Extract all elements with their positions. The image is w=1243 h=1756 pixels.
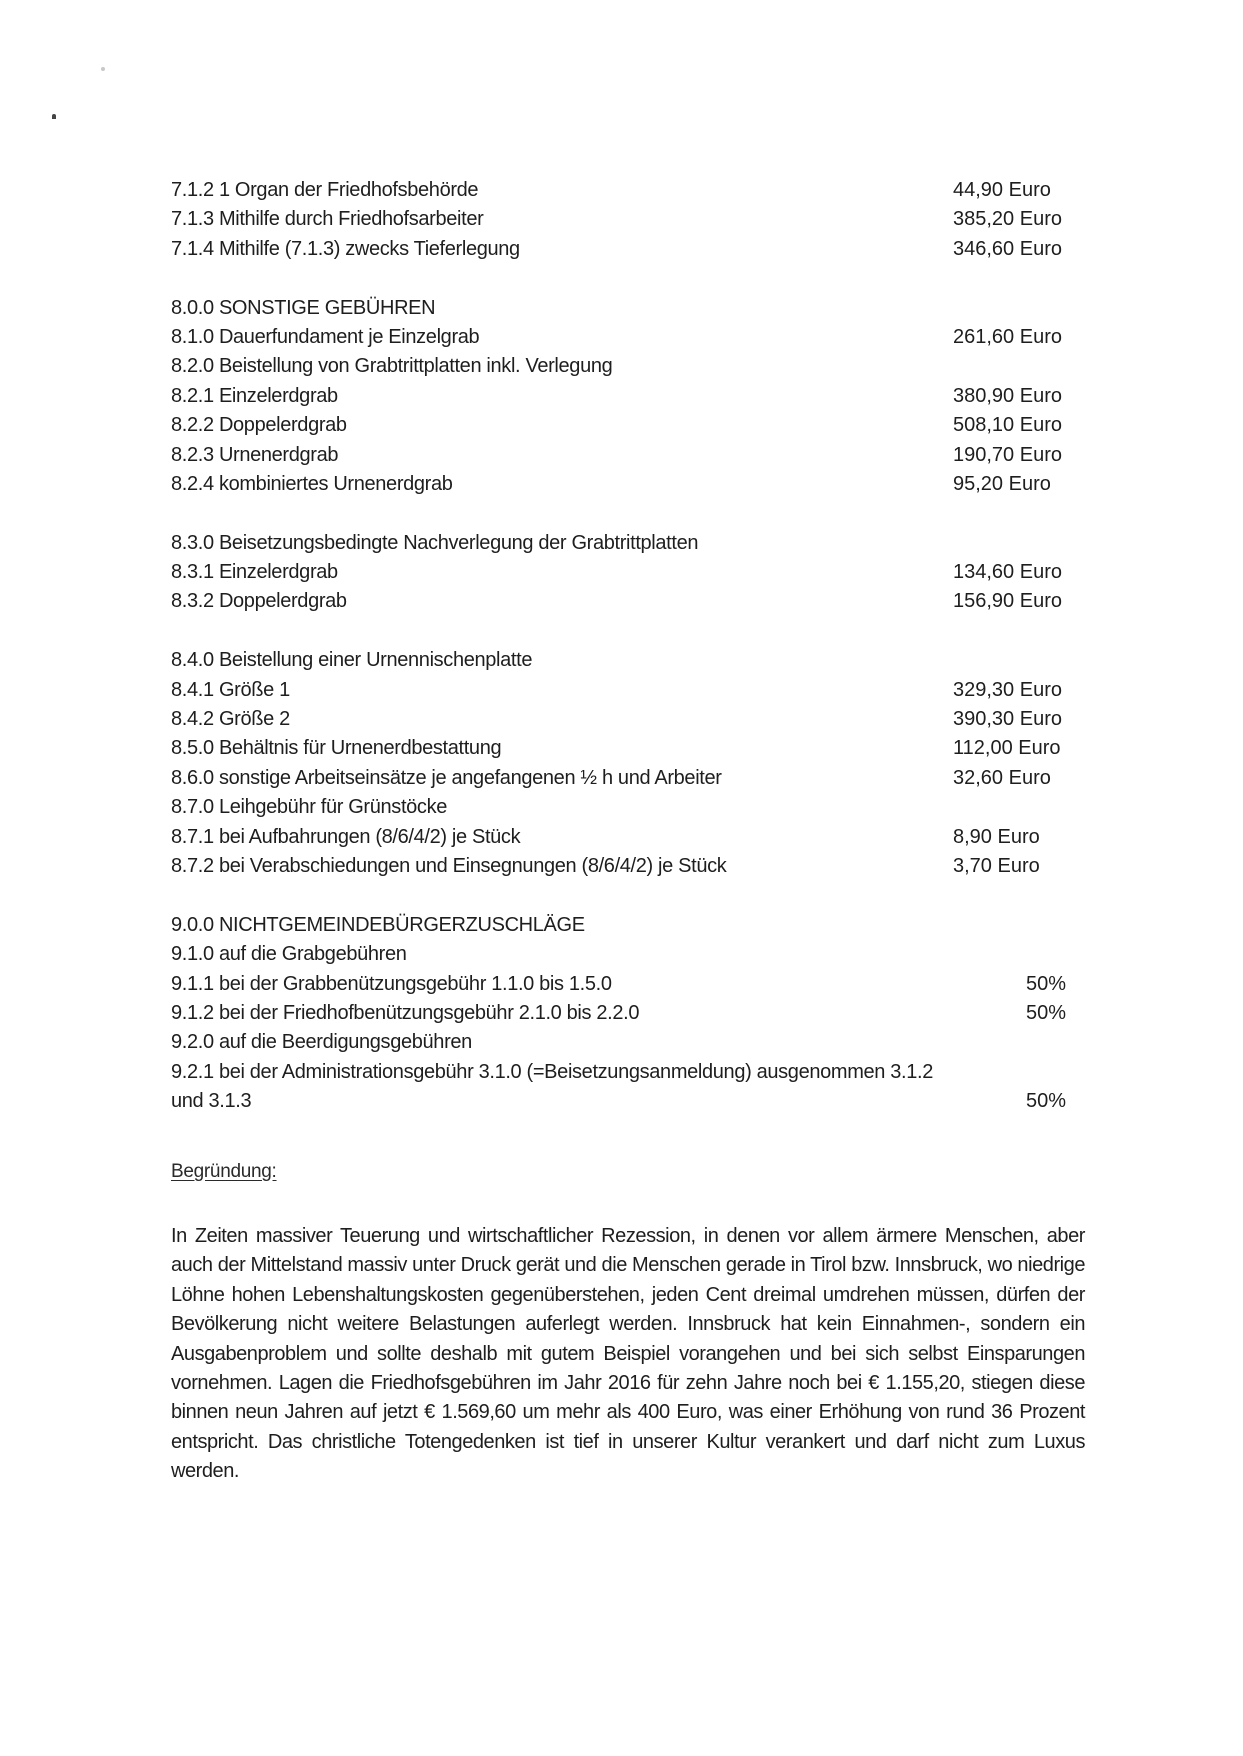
fee-row [171, 823, 1091, 852]
fee-row [171, 646, 1091, 675]
surcharge-percent: 50% [1026, 1090, 1067, 1113]
surcharge-row [171, 1087, 1091, 1116]
fee-label: 8.7.0 Leihgebühr für Grünstöcke [171, 796, 447, 819]
fee-label: 8.7.2 bei Verabschiedungen und Einsegnungen (8/6/4/2) je Stück [171, 854, 727, 877]
section-heading [171, 911, 1091, 940]
fee-amount: 8,90 Euro [953, 825, 1040, 848]
surcharge-label: 9.1.2 bei der Friedhofbenützungsgebühr 2.1.0 bis 2.2.0 [171, 1001, 640, 1024]
fee-row [171, 705, 1091, 734]
fee-label: 8.7.1 bei Aufbahrungen (8/6/4/2) je Stück [171, 825, 521, 848]
fee-row [171, 793, 1091, 822]
surcharge-label: 9.2.1 bei der Administrationsgebühr 3.1.0 (=Beisetzungsanmeldung) ausgenommen 3.1.2 [171, 1060, 934, 1083]
fee-row [171, 441, 1091, 470]
fee-amount: 95,20 Euro [953, 472, 1051, 495]
fee-label: 8.3.1 Einzelerdgrab [171, 561, 338, 584]
surcharge-row [171, 970, 1091, 999]
fee-label: 7.1.3 Mithilfe durch Friedhofsarbeiter [171, 208, 484, 231]
fee-amount: 44,90 Euro [953, 179, 1051, 201]
fee-schedule [171, 176, 1091, 1117]
fee-amount: 3,70 Euro [953, 854, 1040, 877]
fee-label: 8.5.0 Behältnis für Urnenerdbestattung [171, 737, 502, 760]
fee-label: 8.6.0 sonstige Arbeitseinsätze je angefangenen ½ h und Arbeiter [171, 766, 722, 789]
fee-row [171, 764, 1091, 793]
fee-row [171, 852, 1091, 881]
spacer [171, 264, 1091, 293]
surcharge-label: und 3.1.3 [171, 1090, 252, 1113]
surcharge-percent: 50% [1026, 1001, 1067, 1024]
fee-label: 8.3.0 Beisetzungsbedingte Nachverlegung der Grabtrittplatten [171, 531, 699, 554]
surcharge-percent: 50% [1026, 972, 1067, 995]
fee-row [171, 676, 1091, 705]
fee-label: 8.4.0 Beistellung einer Urnennischenplatte [171, 649, 533, 672]
fee-amount: 508,10 Euro [953, 414, 1062, 437]
fee-label: 8.0.0 SONSTIGE GEBÜHREN [171, 296, 436, 319]
fee-row [171, 587, 1091, 616]
fee-amount: 390,30 Euro [953, 708, 1062, 731]
surcharge-row [171, 940, 1091, 969]
fee-row [171, 382, 1091, 411]
fee-amount: 329,30 Euro [953, 678, 1062, 701]
fee-amount: 380,90 Euro [953, 384, 1062, 407]
fee-label: 8.1.0 Dauerfundament je Einzelgrab [171, 325, 480, 348]
spacer [171, 881, 1091, 910]
fee-row [171, 529, 1091, 558]
fee-label: 8.2.4 kombiniertes Urnenerdgrab [171, 472, 453, 495]
spacer [171, 499, 1091, 528]
fee-label: 8.2.2 Doppelerdgrab [171, 414, 347, 437]
fee-amount: 156,90 Euro [953, 590, 1062, 613]
scan-speck [101, 67, 105, 71]
fee-label: 8.4.1 Größe 1 [171, 678, 290, 701]
fee-row [171, 558, 1091, 587]
fee-row [171, 176, 1091, 205]
fee-row [171, 323, 1091, 352]
surcharge-row [171, 1028, 1091, 1057]
scan-speck [52, 114, 56, 119]
surcharge-label: 9.0.0 NICHTGEMEINDEBÜRGERZUSCHLÄGE [171, 913, 585, 936]
surcharge-label: 9.2.0 auf die Beerdigungsgebühren [171, 1031, 472, 1054]
surcharge-row [171, 1058, 1091, 1087]
fee-label: 7.1.4 Mithilfe (7.1.3) zwecks Tieferlegung [171, 237, 520, 260]
fee-label: 8.3.2 Doppelerdgrab [171, 590, 347, 613]
surcharge-row [171, 999, 1091, 1028]
fee-amount: 190,70 Euro [953, 443, 1062, 466]
fee-label: 8.2.3 Urnenerdgrab [171, 443, 339, 466]
fee-row [171, 352, 1091, 381]
fee-label: 7.1.2 1 Organ der Friedhofsbehörde [171, 179, 479, 201]
fee-amount: 112,00 Euro [953, 737, 1061, 760]
justification-heading: Begründung: [171, 1161, 277, 1182]
fee-amount: 346,60 Euro [953, 237, 1062, 260]
fee-amount: 261,60 Euro [953, 325, 1062, 348]
fee-label: 8.2.0 Beistellung von Grabtrittplatten inkl. Verlegung [171, 355, 613, 378]
fee-row [171, 470, 1091, 499]
section-heading [171, 294, 1091, 323]
fee-label: 8.4.2 Größe 2 [171, 708, 290, 731]
fee-row [171, 205, 1091, 234]
fee-amount: 32,60 Euro [953, 766, 1051, 789]
justification-paragraph: In Zeiten massiver Teuerung und wirtschaftlicher Rezession, in denen vor allem ärmere Menschen, aber auch der Mittelstand massiv unter Druck gerät und die Menschen gerade in Tirol bzw. Innsbruck, wo niedrige Löhne hohen Lebenshaltungskosten gegenüberstehen, jeden Cent dreimal umdrehen müssen, dürfen der Bevölkerung nicht weitere Belastungen auferlegt werden. Innsbruck hat kein Einnahmen-, sondern ein Ausgabenproblem und sollte deshalb mit gutem Beispiel vorangehen und bei sich selbst Einsparungen vornehmen. Lagen die Friedhofsgebühren im Jahr 2016 für zehn Jahre noch bei € 1.155,20, stiegen diese binnen neun Jahren auf jetzt € 1.569,60 um mehr als 400 Euro, was einer Erhöhung von rund 36 Prozent entspricht. Das christliche Totengedenken ist tief in unserer Kultur verankert und darf nicht zum Luxus werden. [171, 1225, 1085, 1483]
spacer [171, 617, 1091, 646]
surcharge-label: 9.1.0 auf die Grabgebühren [171, 943, 407, 966]
fee-label: 8.2.1 Einzelerdgrab [171, 384, 338, 407]
surcharge-label: 9.1.1 bei der Grabbenützungsgebühr 1.1.0 bis 1.5.0 [171, 972, 612, 995]
fee-amount: 134,60 Euro [953, 561, 1062, 584]
fee-row [171, 734, 1091, 763]
fee-row [171, 411, 1091, 440]
fee-row [171, 235, 1091, 264]
fee-amount: 385,20 Euro [953, 208, 1062, 231]
